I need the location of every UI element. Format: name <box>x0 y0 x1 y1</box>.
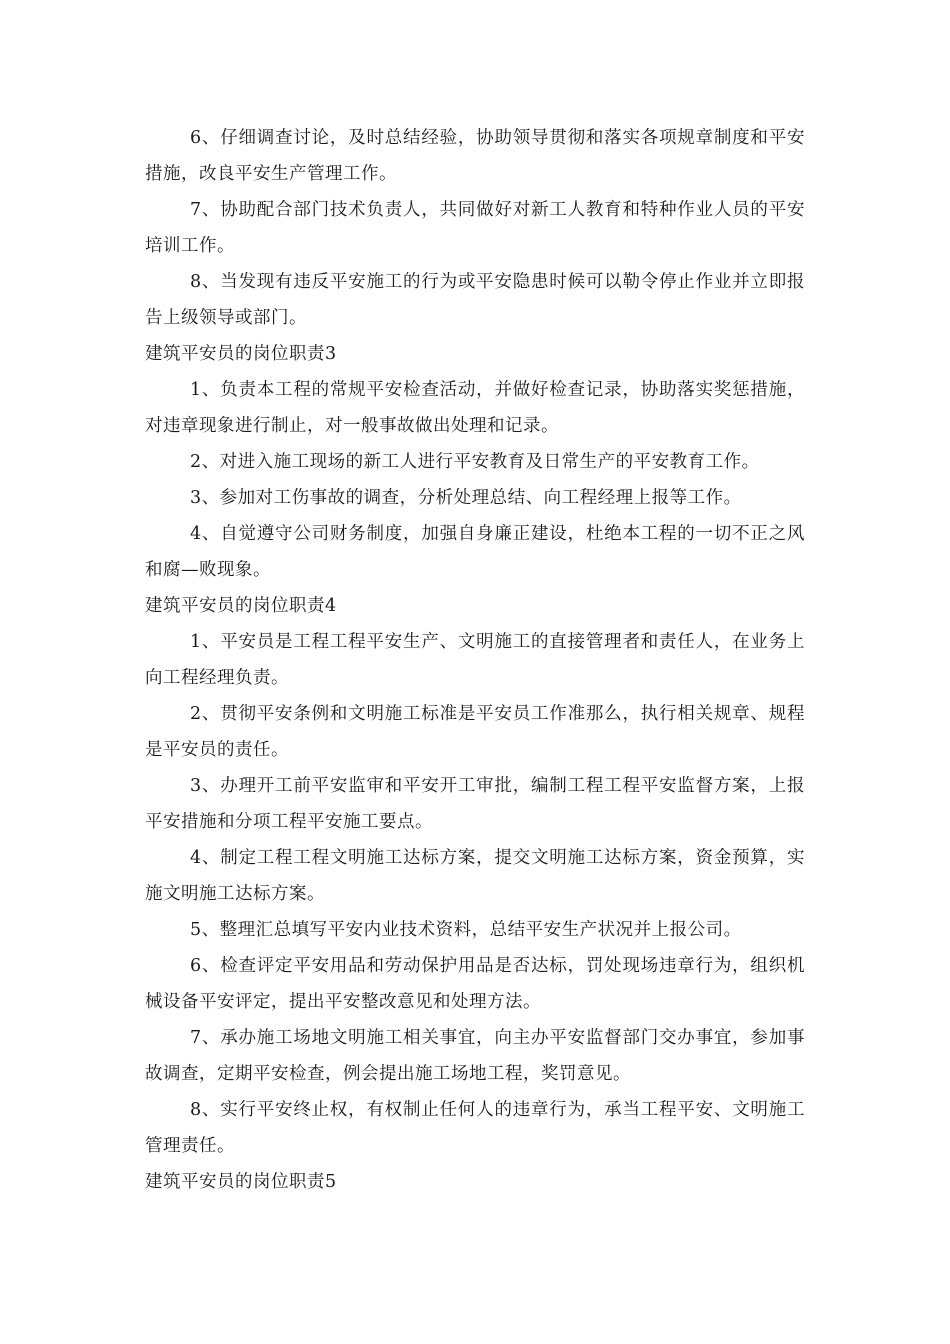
section-heading: 建筑平安员的岗位职责5 <box>145 1172 337 1192</box>
paragraph-item: 7、协助配合部门技术负责人，共同做好对新工人教育和特种作业人员的平安培训工作。 <box>145 200 805 256</box>
paragraph-item: 1、负责本工程的常规平安检查活动，并做好检查记录，协助落实奖惩措施，对违章现象进行制止，对一般事故做出处理和记录。 <box>145 380 805 436</box>
document-page <box>145 120 805 1200</box>
paragraph-item: 2、贯彻平安条例和文明施工标准是平安员工作准那么，执行相关规章、规程是平安员的责任。 <box>145 704 805 760</box>
section-heading: 建筑平安员的岗位职责4 <box>145 596 337 616</box>
paragraph-item: 6、仔细调查讨论，及时总结经验，协助领导贯彻和落实各项规章制度和平安措施，改良平安生产管理工作。 <box>145 128 805 184</box>
paragraph-item: 2、对进入施工现场的新工人进行平安教育及日常生产的平安教育工作。 <box>190 452 760 472</box>
section-heading: 建筑平安员的岗位职责3 <box>145 344 337 364</box>
paragraph-item: 6、检查评定平安用品和劳动保护用品是否达标，罚处现场违章行为，组织机械设备平安评定，提出平安整改意见和处理方法。 <box>145 956 805 1012</box>
paragraph-item: 1、平安员是工程工程平安生产、文明施工的直接管理者和责任人，在业务上向工程经理负责。 <box>145 632 805 688</box>
paragraph-item: 4、自觉遵守公司财务制度，加强自身廉正建设，杜绝本工程的一切不正之风和腐—败现象。 <box>145 524 805 580</box>
paragraph-item: 4、制定工程工程文明施工达标方案，提交文明施工达标方案，资金预算，实施文明施工达标方案。 <box>145 848 805 904</box>
paragraph-item: 3、办理开工前平安监审和平安开工审批，编制工程工程平安监督方案，上报平安措施和分项工程平安施工要点。 <box>145 776 805 832</box>
paragraph-item: 8、实行平安终止权，有权制止任何人的违章行为，承当工程平安、文明施工管理责任。 <box>145 1100 805 1156</box>
paragraph-item: 5、整理汇总填写平安内业技术资料，总结平安生产状况并上报公司。 <box>190 920 742 940</box>
paragraph-item: 3、参加对工伤事故的调查，分析处理总结、向工程经理上报等工作。 <box>190 488 742 508</box>
paragraph-item: 8、当发现有违反平安施工的行为或平安隐患时候可以勒令停止作业并立即报告上级领导或部门。 <box>145 272 805 328</box>
paragraph-item: 7、承办施工场地文明施工相关事宜，向主办平安监督部门交办事宜，参加事故调查，定期平安检查，例会提出施工场地工程，奖罚意见。 <box>145 1028 805 1084</box>
